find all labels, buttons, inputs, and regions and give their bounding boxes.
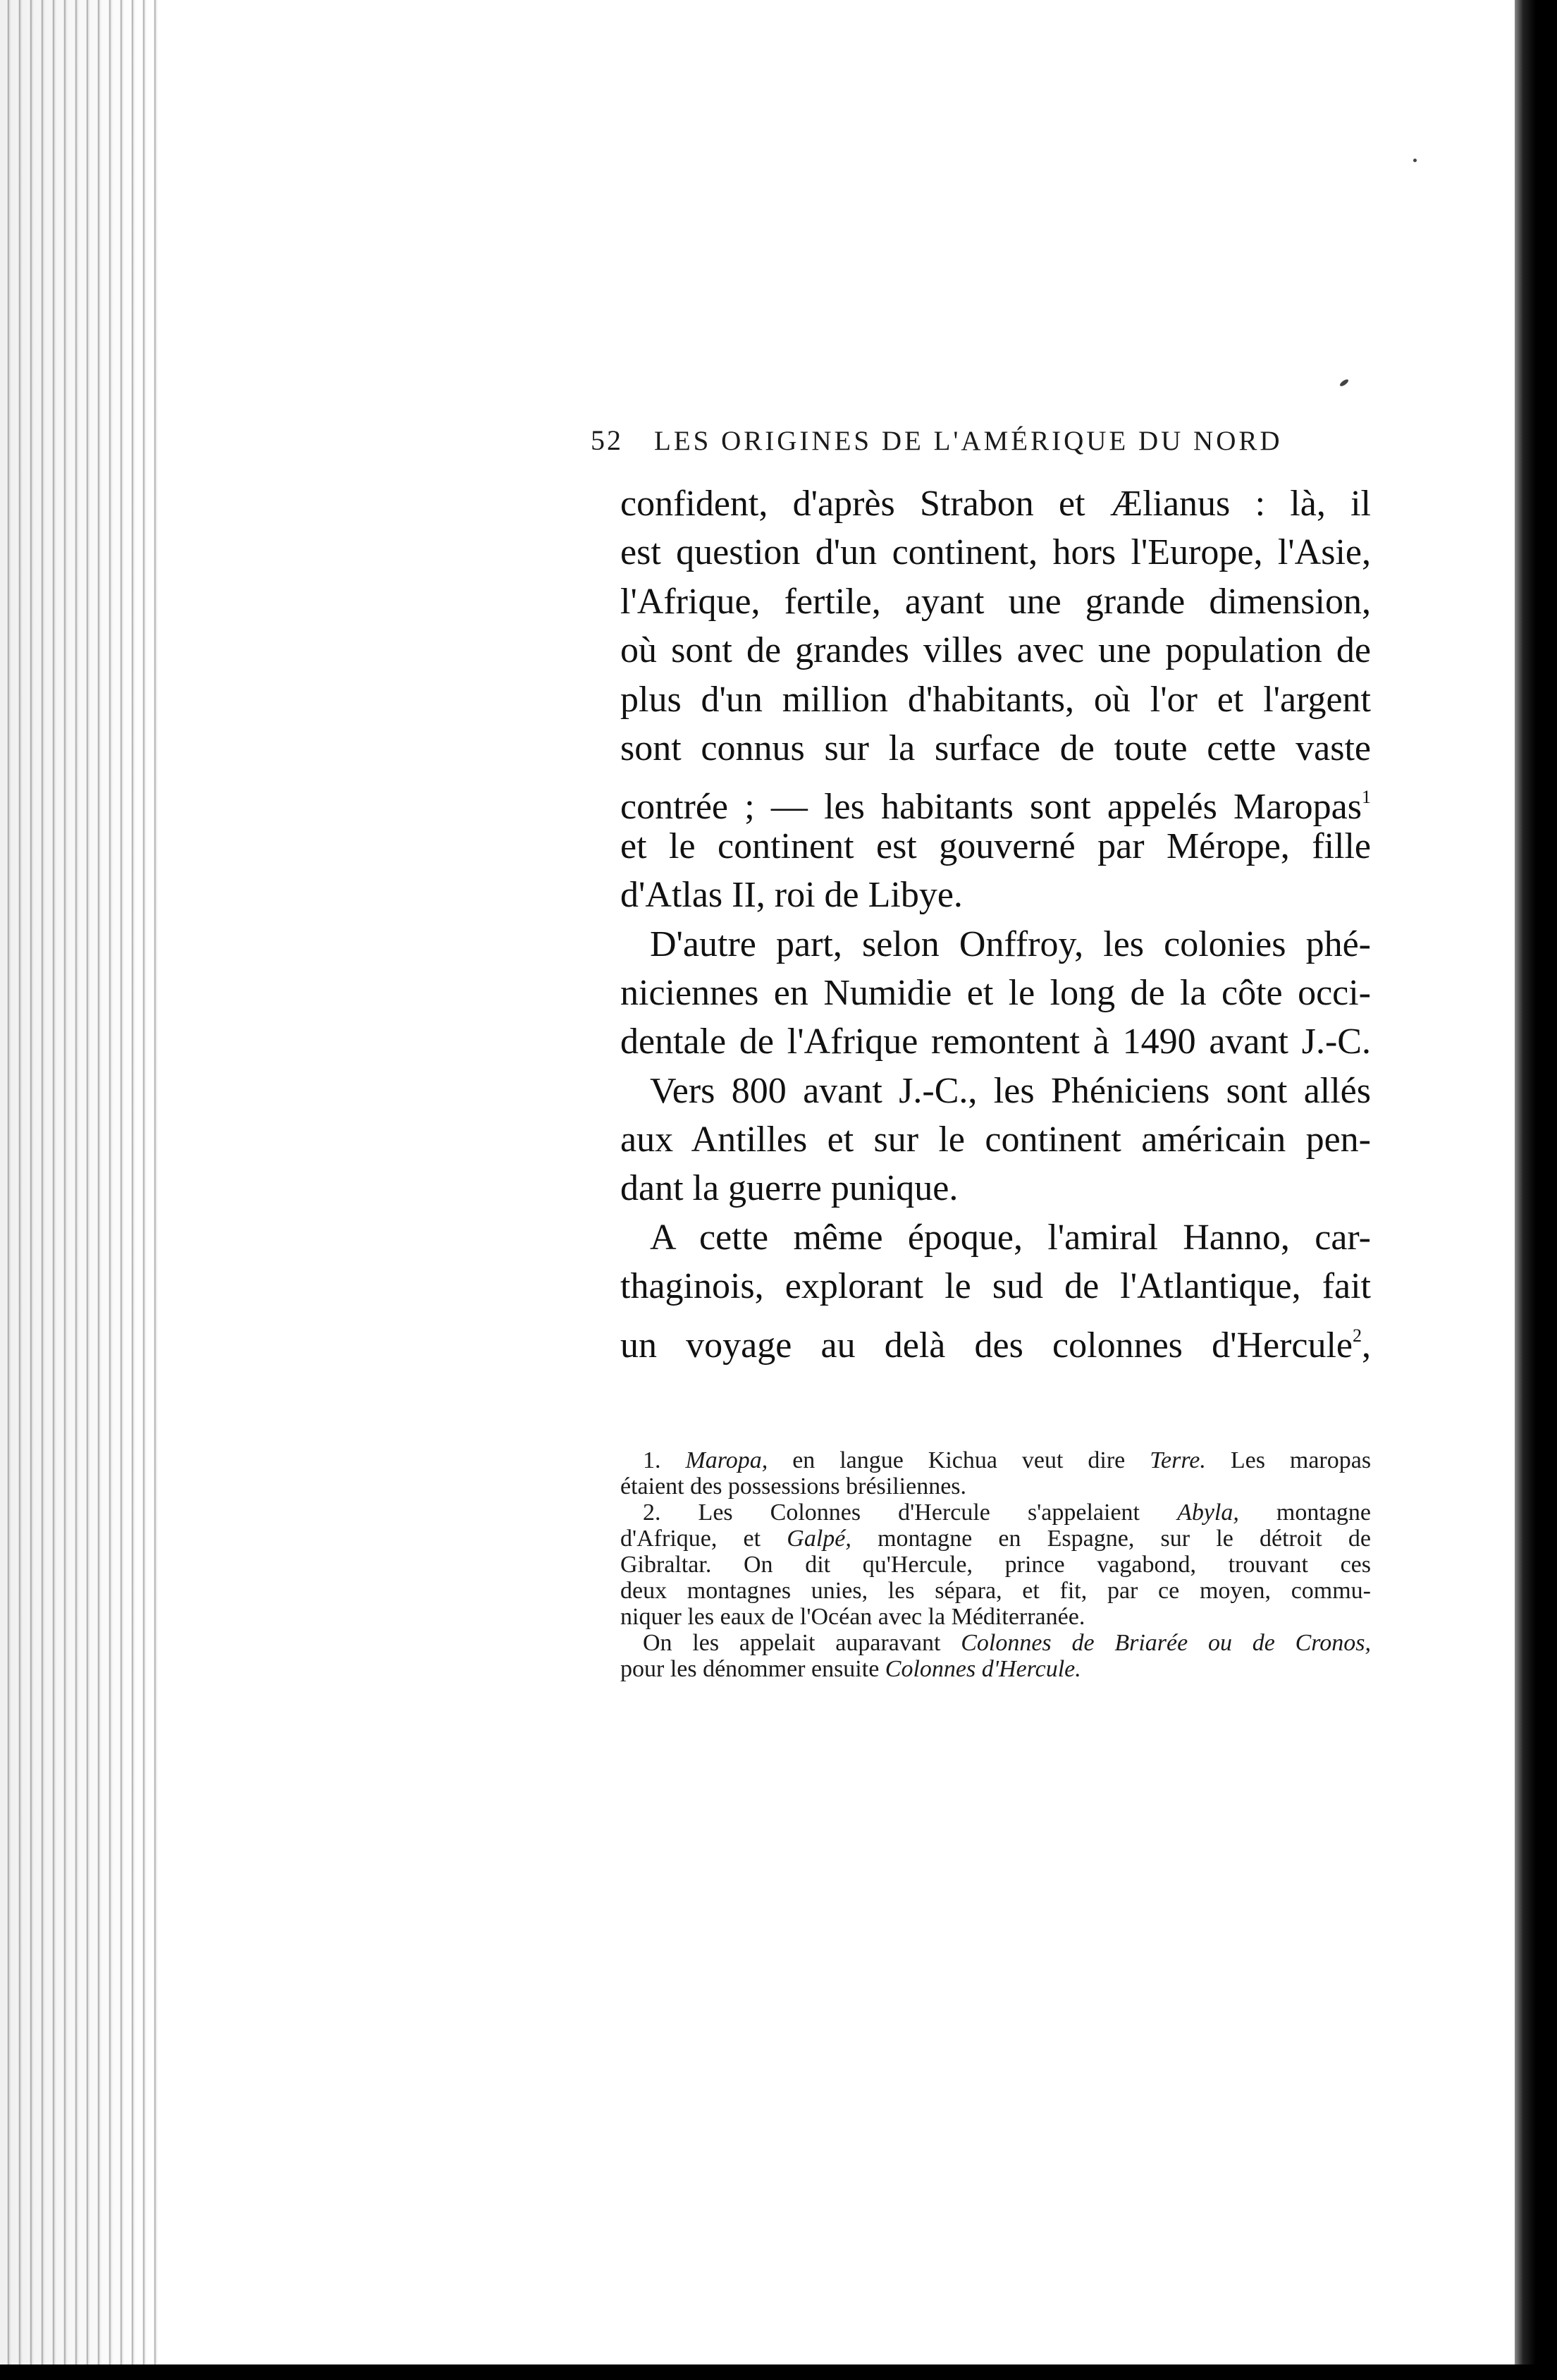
footnotes xyxy=(620,1447,1371,1682)
scan-speck xyxy=(1339,379,1350,388)
footnote-line: niquer les eaux de l'Océan avec la Méditerranée. xyxy=(620,1604,1085,1630)
page-edges xyxy=(0,0,162,2380)
body-line: plus d'un million d'habitants, où l'or et l'argent xyxy=(620,679,1371,720)
body-line: sont connus sur la surface de toute cette vaste xyxy=(620,728,1371,768)
body-line: d'Atlas II, roi de Libye. xyxy=(620,875,963,916)
footnote-mark: 2 xyxy=(1353,1325,1362,1346)
body-line: l'Afrique, fertile, ayant une grande dimension, xyxy=(620,581,1371,622)
body-line: dant la guerre punique. xyxy=(620,1168,959,1209)
footnote-line: deux montagnes unies, les sépara, et fit, par ce moyen, commu- xyxy=(620,1578,1371,1604)
body-line: thaginois, explorant le sud de l'Atlantique, fait xyxy=(620,1266,1371,1307)
footnote-line: étaient des possessions brésiliennes. xyxy=(620,1473,967,1499)
body-line: où sont de grandes villes avec une population de xyxy=(620,630,1371,671)
footnote-line: pour les dénommer ensuite Colonnes d'Hercule. xyxy=(620,1656,1081,1682)
footnote-line: Gibraltar. On dit qu'Hercule, prince vagabond, trouvant ces xyxy=(620,1552,1371,1578)
page-header xyxy=(591,424,1359,466)
body-line: confident, d'après Strabon et Ælianus : là, il xyxy=(620,484,1371,524)
footnote-line: 2. Les Colonnes d'Hercule s'appelaient Abyla, montagne xyxy=(643,1499,1371,1526)
body-line: dentale de l'Afrique remontent à 1490 avant J.-C. xyxy=(620,1022,1371,1062)
running-title: LES ORIGINES DE L'AMÉRIQUE DU NORD xyxy=(654,426,1283,456)
footnote-line: d'Afrique, et Galpé, montagne en Espagne, sur le détroit de xyxy=(620,1526,1372,1552)
footnote-mark: 1 xyxy=(1362,787,1371,808)
body-line: un voyage au delà des colonnes d'Hercule$^2$, xyxy=(620,1325,1371,1366)
scan-speck xyxy=(1413,159,1417,162)
body-line: A cette même époque, l'amiral Hanno, car- xyxy=(650,1217,1371,1258)
body-line: contrée ; — les habitants sont appelés Maropas$^1$ xyxy=(620,787,1371,828)
scan-border-right xyxy=(1515,0,1557,2380)
footnote-line: On les appelait auparavant Colonnes de Briarée ou de Cronos, xyxy=(643,1630,1371,1656)
body-line: D'autre part, selon Onffroy, les colonies phé- xyxy=(650,924,1371,964)
scan-border-bottom xyxy=(0,2364,1557,2380)
body-text xyxy=(620,479,1371,1366)
body-line: Vers 800 avant J.-C., les Phéniciens sont allés xyxy=(650,1070,1371,1111)
page-number: 52 xyxy=(591,424,623,456)
body-line: est question d'un continent, hors l'Europe, l'Asie, xyxy=(620,532,1371,573)
body-line: aux Antilles et sur le continent américain pen- xyxy=(620,1120,1371,1160)
body-line: niciennes en Numidie et le long de la côte occi- xyxy=(620,972,1371,1013)
footnote-line: 1. Maropa, en langue Kichua veut dire Terre. Les maropas xyxy=(643,1447,1372,1473)
body-line: et le continent est gouverné par Mérope, fille xyxy=(620,826,1371,866)
